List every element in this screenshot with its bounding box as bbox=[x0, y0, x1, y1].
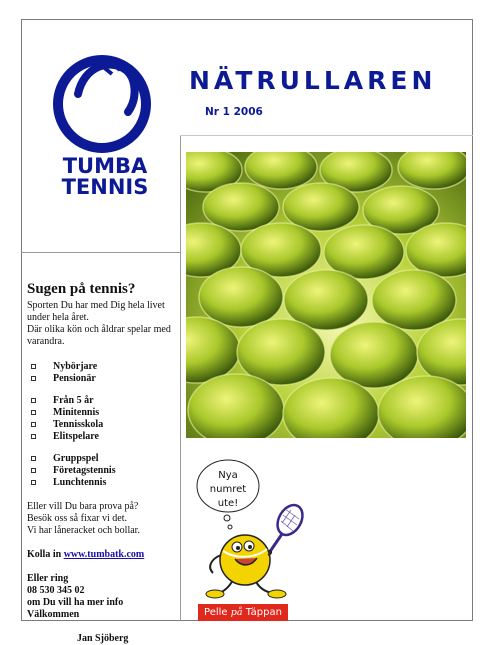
list-item: Minitennis bbox=[31, 407, 177, 419]
list-item: Från 5 år bbox=[31, 395, 177, 407]
signature: Jan Sjöberg bbox=[77, 633, 129, 644]
list-item: Gruppspel bbox=[31, 453, 177, 465]
bubble-line: numret bbox=[209, 484, 247, 495]
issue-number: Nr 1 2006 bbox=[205, 106, 263, 118]
invite-line: Besök oss så fixar vi det. bbox=[27, 513, 127, 524]
logo-text-1: TUMBA bbox=[62, 154, 148, 178]
column-divider bbox=[180, 135, 181, 621]
sidebar-heading: Sugen på tennis? bbox=[27, 281, 136, 297]
sidebar-top-rule bbox=[21, 252, 181, 253]
tumba-tennis-logo bbox=[50, 48, 160, 198]
list-item: Nybörjare bbox=[31, 361, 177, 373]
cartoon-caption bbox=[198, 604, 288, 621]
offer-list bbox=[27, 453, 177, 489]
speech-bubble-text bbox=[200, 469, 256, 511]
list-item: Tennisskola bbox=[31, 419, 177, 431]
invite-line: Vi har låneracket och bollar. bbox=[27, 525, 140, 536]
bubble-line: Nya bbox=[218, 470, 238, 481]
list-item: Pensionär bbox=[31, 373, 177, 385]
contact-line: om Du vill ha mer info bbox=[27, 597, 124, 608]
invite-block bbox=[27, 501, 177, 537]
tennis-balls-photo bbox=[186, 152, 466, 438]
caption-name: Pelle bbox=[204, 607, 228, 618]
list-item: Elitspelare bbox=[31, 431, 177, 443]
contact-block bbox=[27, 573, 177, 621]
intro-line: Sporten Du har med Dig hela livet under hela året. bbox=[27, 300, 165, 323]
bubble-line: ute! bbox=[217, 498, 239, 509]
invite-line: Eller vill Du bara prova på? bbox=[27, 501, 139, 512]
caption-name: Täppan bbox=[245, 607, 282, 618]
contact-line: Välkommen bbox=[27, 609, 80, 620]
intro-line: Där olika kön och åldrar spelar med varandra. bbox=[27, 324, 171, 347]
list-item: Lunchtennis bbox=[31, 477, 177, 489]
website-line bbox=[27, 549, 177, 561]
sidebar-text bbox=[27, 281, 177, 645]
link-prefix: Kolla in bbox=[27, 549, 64, 560]
offer-list bbox=[27, 395, 177, 443]
contact-line: Eller ring bbox=[27, 573, 69, 584]
list-item: Företagstennis bbox=[31, 465, 177, 477]
caption-mid: på bbox=[230, 607, 243, 618]
header-bottom-rule bbox=[180, 135, 473, 136]
logo-text-2: TENNIS bbox=[61, 175, 149, 198]
contact-line: 08 530 345 02 bbox=[27, 585, 85, 596]
website-link[interactable]: www.tumbatk.com bbox=[63, 549, 145, 560]
newsletter-title: NÄTRULLAREN bbox=[189, 66, 437, 95]
offer-list bbox=[27, 361, 177, 385]
